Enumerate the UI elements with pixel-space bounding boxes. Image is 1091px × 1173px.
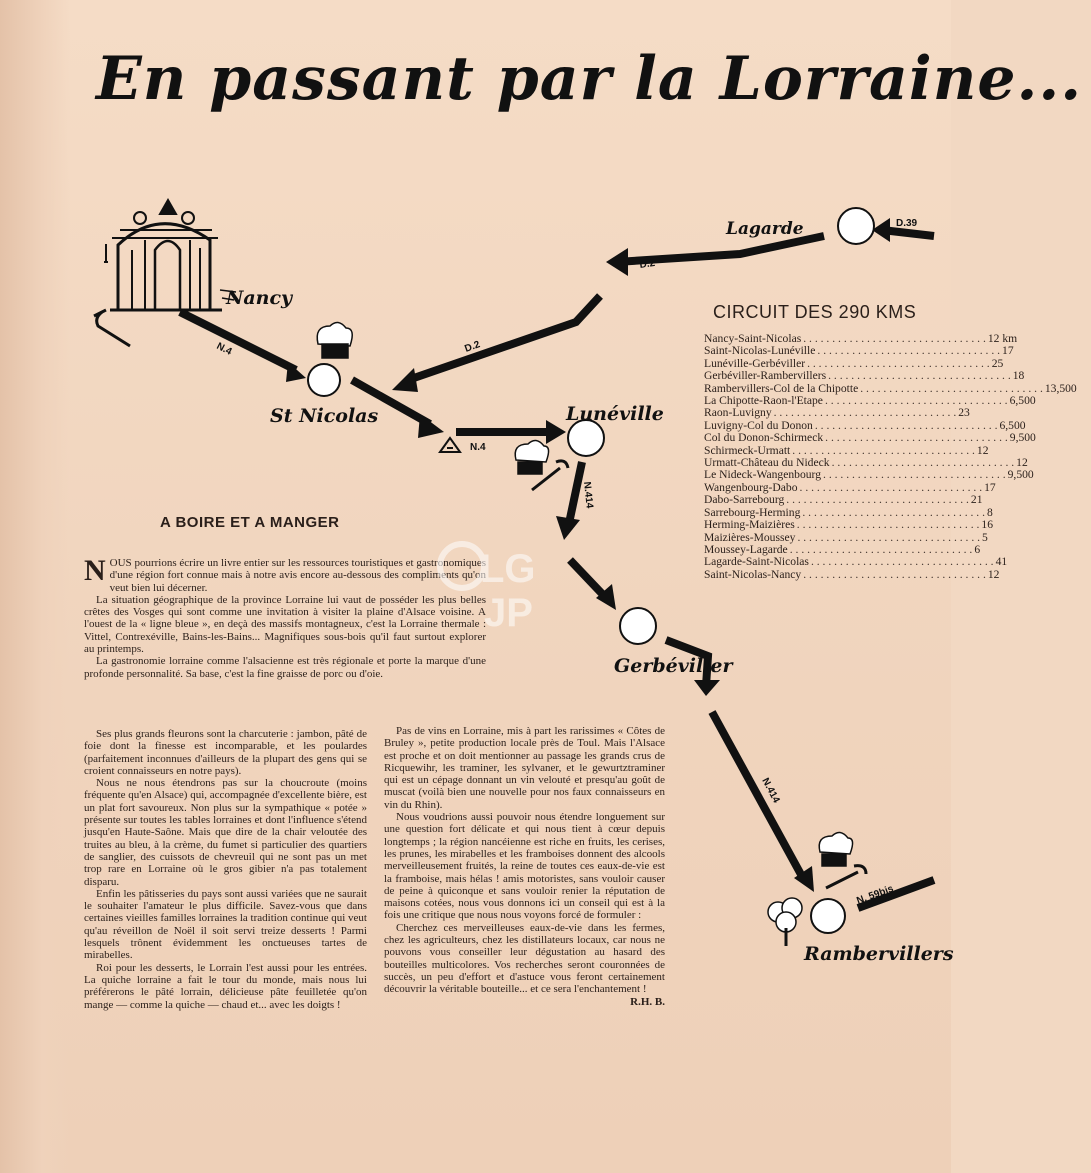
circuit-row — [704, 518, 993, 532]
intro-paragraph: OUS pourrions écrire un livre entier sur les ressources touristiques et gastronomiques d'une région fort connue mais à notre avis encore au-dessous des compliments qu'on veut bien lui décerner. — [109, 557, 486, 594]
road-label-d2: D.2 — [463, 339, 482, 355]
svg-text:LG: LG — [480, 547, 536, 591]
circuit-distance: 18 — [1012, 369, 1025, 383]
circuit-distance: 9,500 — [1009, 431, 1036, 445]
st-nicolas-circle — [308, 364, 340, 396]
chef-hat-icon — [819, 832, 866, 888]
leader-dots — [821, 469, 1008, 481]
circuit-distance: 6,500 — [999, 418, 1026, 432]
paragraph: Cherchez ces merveilleuses eaux-de-vie dans les fermes, chez les agriculteurs, chez les distillateurs locaux, car nous ne pouvons vous conseiller leur dégustation au hasard des bouteilles multicolores. Vos recherches seront couronnées de succès, un peu d'effort et d'astuce vous feront certainement découvrir la véritable bouteille... et ce sera l'enchantement ! — [384, 921, 665, 996]
circuit-route: Saint-Nicolas-Lunéville — [704, 344, 816, 358]
paragraph: Nous ne nous étendrons pas sur la choucroute (moins fréquente qu'en Alsace) qui, accompagnée d'excellente bière, est un plat fort savoureux. Non plus sur la sympathique « potée » présente sur toutes les tables lorraines et dont l'influence s'étend jusqu'en Haute-Saône. Mais que dire de la chair veloutée des truites au bleu, à la crème, du fumet si particulier des quartiers de sanglier, des cuissots de chevreuil qui ne sont pas un met trop rare en Lorraine où le gros gibier n'a pas totalement disparu. — [84, 777, 367, 888]
road-label-n4: N.4 — [214, 340, 234, 358]
circuit-distance: 21 — [970, 493, 983, 507]
circuit-route: Raon-Luvigny — [704, 406, 772, 420]
camping-triangle-icon — [440, 438, 460, 452]
circuit-distance: 17 — [1002, 344, 1014, 358]
circuit-distance: 16 — [981, 518, 993, 532]
road-label-d2: D.2 — [638, 257, 656, 271]
circuit-table — [704, 332, 1077, 581]
road-label-n414: N.414 — [759, 776, 782, 805]
circuit-route: Sarrebourg-Herming — [704, 505, 801, 519]
leader-dots — [795, 519, 982, 531]
gerbeviller-circle — [620, 608, 656, 644]
leader-dots — [801, 569, 988, 581]
wrench-icon — [94, 310, 130, 346]
paragraph: Enfin les pâtisseries du pays sont aussi variées que ne saurait le souhaiter l'amateur le plus difficile. Savez-vous que dans certaines vieilles familles lorraines la tradition continue qui veut qu'au réveillon de Noël il soit servi treize desserts ! Parmi lesquels trônent évidemment les onctueuses tartes de mirabelles. — [84, 887, 367, 962]
circuit-row — [704, 555, 1008, 569]
circuit-row — [704, 431, 1036, 445]
rambervillers-circle — [811, 899, 845, 933]
town-st-nicolas: St Nicolas — [270, 405, 379, 427]
circuit-route: Maizières-Moussey — [704, 530, 796, 544]
article-heading: A BOIRE ET A MANGER — [160, 514, 340, 531]
circuit-row — [704, 344, 1014, 358]
page-title: En passant par la Lorraine... — [96, 44, 1083, 114]
circuit-distance: 9,500 — [1007, 468, 1034, 482]
town-rambervillers: Rambervillers — [804, 943, 954, 965]
circuit-distance: 8 — [986, 505, 993, 519]
article-intro — [84, 554, 486, 680]
circuit-row — [704, 493, 983, 507]
chef-hat-icon — [317, 322, 352, 358]
article-column-right — [384, 725, 665, 1008]
road-label-n4: N.4 — [470, 442, 486, 453]
article-column-left — [84, 728, 367, 1011]
circuit-distance: 25 — [991, 356, 1004, 370]
chef-hat-icon — [515, 440, 568, 490]
leader-dots — [784, 494, 971, 506]
circuit-distance: 12 km — [987, 332, 1018, 345]
leader-dots — [826, 370, 1013, 382]
paragraph: Nous voudrions aussi pouvoir nous étendre longuement sur une question fort délicate et qui nous tient à cœur depuis longtemps ; la région nancéienne est riche en fruits, les cerises, les prunes, les mirabelles et les framboises donnent des alcools merveilleusement fruités, la reine de toutes ces eaux-de-vie est la framboise, mais hélas ! amis motoristes, sans vouloir causer de peine à quiconque et sans vouloir renier la réputation de maisons cotées, nous vous donnons ici un conseil qui est à la fois une critique que nous nous voyons forcé de formuler : — [384, 811, 665, 922]
circuit-route: Gerbéviller-Rambervillers — [704, 369, 827, 383]
circuit-route: Moussey-Lagarde — [704, 542, 788, 556]
drop-cap: N — [84, 554, 106, 587]
circuit-distance: 13,500 — [1044, 381, 1077, 395]
road-label-d39: D.39 — [896, 218, 918, 229]
circuit-distance: 12 — [1016, 456, 1028, 470]
luneville-circle — [568, 420, 604, 456]
circuit-route: Col du Donon-Schirmeck — [704, 431, 824, 445]
circuit-route: Schirmeck-Urmatt — [704, 443, 791, 457]
circuit-row — [704, 468, 1034, 482]
road-label-n414: N.414 — [581, 481, 595, 509]
town-nancy: Nancy — [226, 287, 293, 309]
circuit-distance: 6 — [974, 542, 981, 556]
circuit-route: La Chipotte-Raon-l'Etape — [704, 394, 823, 408]
circuit-route: Lunéville-Gerbéviller — [704, 356, 806, 370]
paragraph: Ses plus grands fleurons sont la charcuterie : jambon, pâté de foie dont la finesse est incomparable, et les poulardes (parfaitement inconnues d'ailleurs de la plupart des gens qui se croient connaisseurs en notre pays). — [84, 728, 367, 777]
watermark-logo — [432, 536, 547, 635]
paragraph: Pas de vins en Lorraine, mis à part les rarissimes « Côtes de Bruley », petite production locale près de Toul. Mais l'Alsace est proche et on doit mentionner au passage les grands crus de Ricquewihr, les traminer, les sylvaner, et le gewurtztraminer qui est un cépage donnant un vin velouté et presqu'au goût de muscat (voilà bien une nouvelle pour nos faux connaisseurs en vin du Rhin). — [384, 725, 665, 811]
circuit-route: Herming-Maizières — [704, 518, 795, 532]
town-luneville: Lunéville — [566, 403, 664, 425]
circuit-row — [704, 369, 1025, 383]
leader-dots — [815, 345, 1002, 357]
leader-dots — [823, 432, 1010, 444]
circuit-row — [704, 406, 970, 420]
circuit-distance: 23 — [958, 406, 970, 420]
svg-text:JP: JP — [484, 591, 533, 635]
paragraph: La gastronomie lorraine comme l'alsacienne est très régionale et porte la marque d'une profonde personnalité. Sa base, c'est la fine graisse de porc ou d'oie. — [84, 655, 486, 680]
stanislas-gate-icon — [104, 200, 236, 310]
circuit-route: Rambervillers-Col de la Chipotte — [704, 381, 859, 395]
paragraph: La situation géographique de la province Lorraine lui vaut de posséder les plus belles crêtes des Vosges qui sont comme une invitation à visiter la plaine d'Alsace voisine. A l'ouest de la « ligne bleue », en deçà des massifs montagneux, c'est la Lorraine thermale : Vittel, Contrexéville, Bains-les-Bains... Magnifiques sous-bois qu'il faut surtout explorer au printemps. — [84, 593, 486, 656]
circuit-distance: 12 — [976, 443, 989, 457]
circuit-distance: 5 — [982, 530, 988, 544]
circuit-distance: 17 — [984, 480, 996, 494]
circuit-route: Le Nideck-Wangenbourg — [704, 468, 822, 482]
circuit-route: Luvigny-Col du Donon — [704, 418, 813, 432]
circuit-distance: 12 — [987, 567, 1000, 581]
circuit-title: CIRCUIT DES 290 KMS — [713, 302, 917, 322]
lagarde-circle — [838, 208, 874, 244]
circuit-route: Urmatt-Château du Nideck — [704, 456, 830, 470]
circuit-route: Nancy-Saint-Nicolas — [704, 332, 802, 345]
leader-dots — [772, 407, 959, 419]
tree-icon — [768, 898, 802, 946]
circuit-distance: 41 — [995, 555, 1008, 569]
circuit-route: Saint-Nicolas-Nancy — [704, 567, 802, 581]
town-lagarde: Lagarde — [726, 219, 804, 239]
author-signature: R.H. B. — [630, 995, 665, 1008]
circuit-distance: 6,500 — [1009, 394, 1036, 408]
circuit-route: Dabo-Sarrebourg — [704, 493, 785, 507]
paragraph: Roi pour les desserts, le Lorrain l'est aussi pour les entrées. La quiche lorraine a fait le tour du monde, mais nous lui préférerons le pâté lorrain, délicieuse pâte feuilletée qu'on mange — comme la quiche — chaud et... avec les doigts ! — [84, 961, 367, 1011]
circuit-route: Wangenbourg-Dabo — [704, 480, 798, 494]
town-gerbeviller: Gerbéviller — [614, 655, 733, 677]
road-label-n59bis: N. 59bis — [855, 883, 896, 907]
circuit-route: Lagarde-Saint-Nicolas — [704, 555, 809, 569]
circuit-row — [704, 567, 1000, 581]
leader-dots — [809, 556, 996, 568]
